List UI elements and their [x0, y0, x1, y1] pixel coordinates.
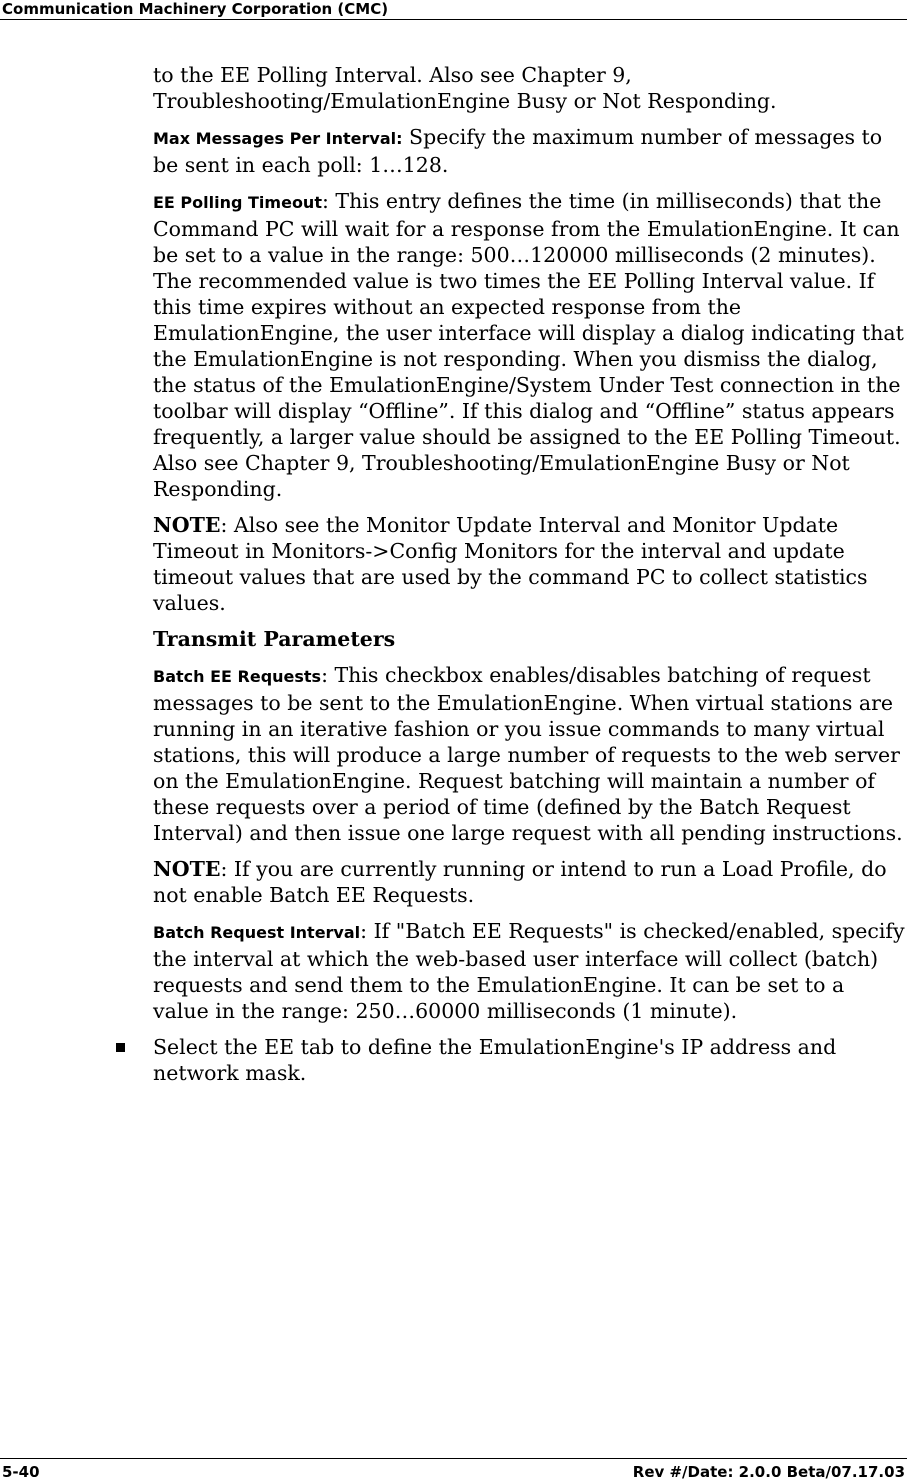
ee-polling-timeout-label: EE Polling Timeout: [153, 193, 322, 212]
bullet-item: [153, 1034, 905, 1086]
batch-request-interval-label: Batch Request Interval: [153, 923, 361, 942]
max-messages-text: Specify the maximum number of messages to be sent in each poll: 1…128.: [153, 125, 883, 177]
header-title: Communication Machinery Corporation (CMC): [2, 0, 389, 18]
batch-request-interval-text: : If "Batch EE Requests" is checked/enabled, specify the interval at which the web-based user interface will collect (batch) requests and send them to the EmulationEngine. It can be set to a value in the range: 250…60000 milliseconds (1 minute).: [153, 919, 905, 1023]
batch-ee-requests-label: Batch EE Requests: [153, 667, 322, 686]
transmit-parameters-heading: [153, 626, 905, 652]
paragraph-batch-ee-requests: [153, 662, 905, 846]
page-header: [0, 0, 907, 20]
note-text: : Also see the Monitor Update Interval and Monitor Update Timeout in Monitors->Config Monitors for the interval and update timeout values that are used by the command PC to collect statistics values.: [153, 513, 868, 615]
note-text: : If you are currently running or intend to run a Load Profile, do not enable Batch EE Requests.: [153, 857, 887, 907]
paragraph-note-monitors: [153, 512, 905, 616]
paragraph-note-load-profile: [153, 856, 905, 908]
batch-ee-requests-text: : This checkbox enables/disables batching of request messages to be sent to the EmulationEngine. When virtual stations are running in an iterative fashion or you issue commands to many virtual stations, this will produce a large number of requests to the web server on the EmulationEngine. Request batching will maintain a number of these requests over a period of time (defined by the Batch Request Interval) and then issue one large request with all pending instructions.: [153, 663, 903, 845]
main-content: [153, 62, 905, 1096]
revision-date: Rev #/Date: 2.0.0 Beta/07.17.03: [632, 1463, 905, 1481]
bullet-text: Select the EE tab to define the EmulationEngine's IP address and network mask.: [153, 1035, 837, 1085]
page-footer: [0, 1458, 907, 1484]
transmit-parameters-title: Transmit Parameters: [153, 627, 396, 651]
max-messages-label: Max Messages Per Interval:: [153, 129, 403, 148]
paragraph-batch-request-interval: [153, 918, 905, 1024]
note-label: NOTE: [153, 513, 221, 537]
paragraph-ee-polling-interval-continued: to the EE Polling Interval. Also see Chapter 9, Troubleshooting/EmulationEngine Busy or Not Responding.: [153, 63, 777, 113]
paragraph-ee-polling-timeout: [153, 188, 905, 502]
page-number: 5-40: [2, 1463, 40, 1481]
ee-polling-timeout-text: : This entry defines the time (in milliseconds) that the Command PC will wait for a response from the EmulationEngine. It can be set to a value in the range: 500…120000 milliseconds (2 minutes). The recommended value is two times the EE Polling Interval value. If this time expires without an expected response from the EmulationEngine, the user interface will display a dialog indicating that the EmulationEngine is not responding. When you dismiss the dialog, the status of the EmulationEngine/System Under Test connection in the toolbar will display “Offline”. If this dialog and “Offline” status appears frequently, a larger value should be assigned to the EE Polling Timeout. Also see Chapter 9, Troubleshooting/EmulationEngine Busy or Not Responding.: [153, 189, 904, 501]
note-label: NOTE: [153, 857, 221, 881]
paragraph-max-messages: [153, 124, 905, 178]
square-bullet-icon: [116, 1043, 125, 1052]
